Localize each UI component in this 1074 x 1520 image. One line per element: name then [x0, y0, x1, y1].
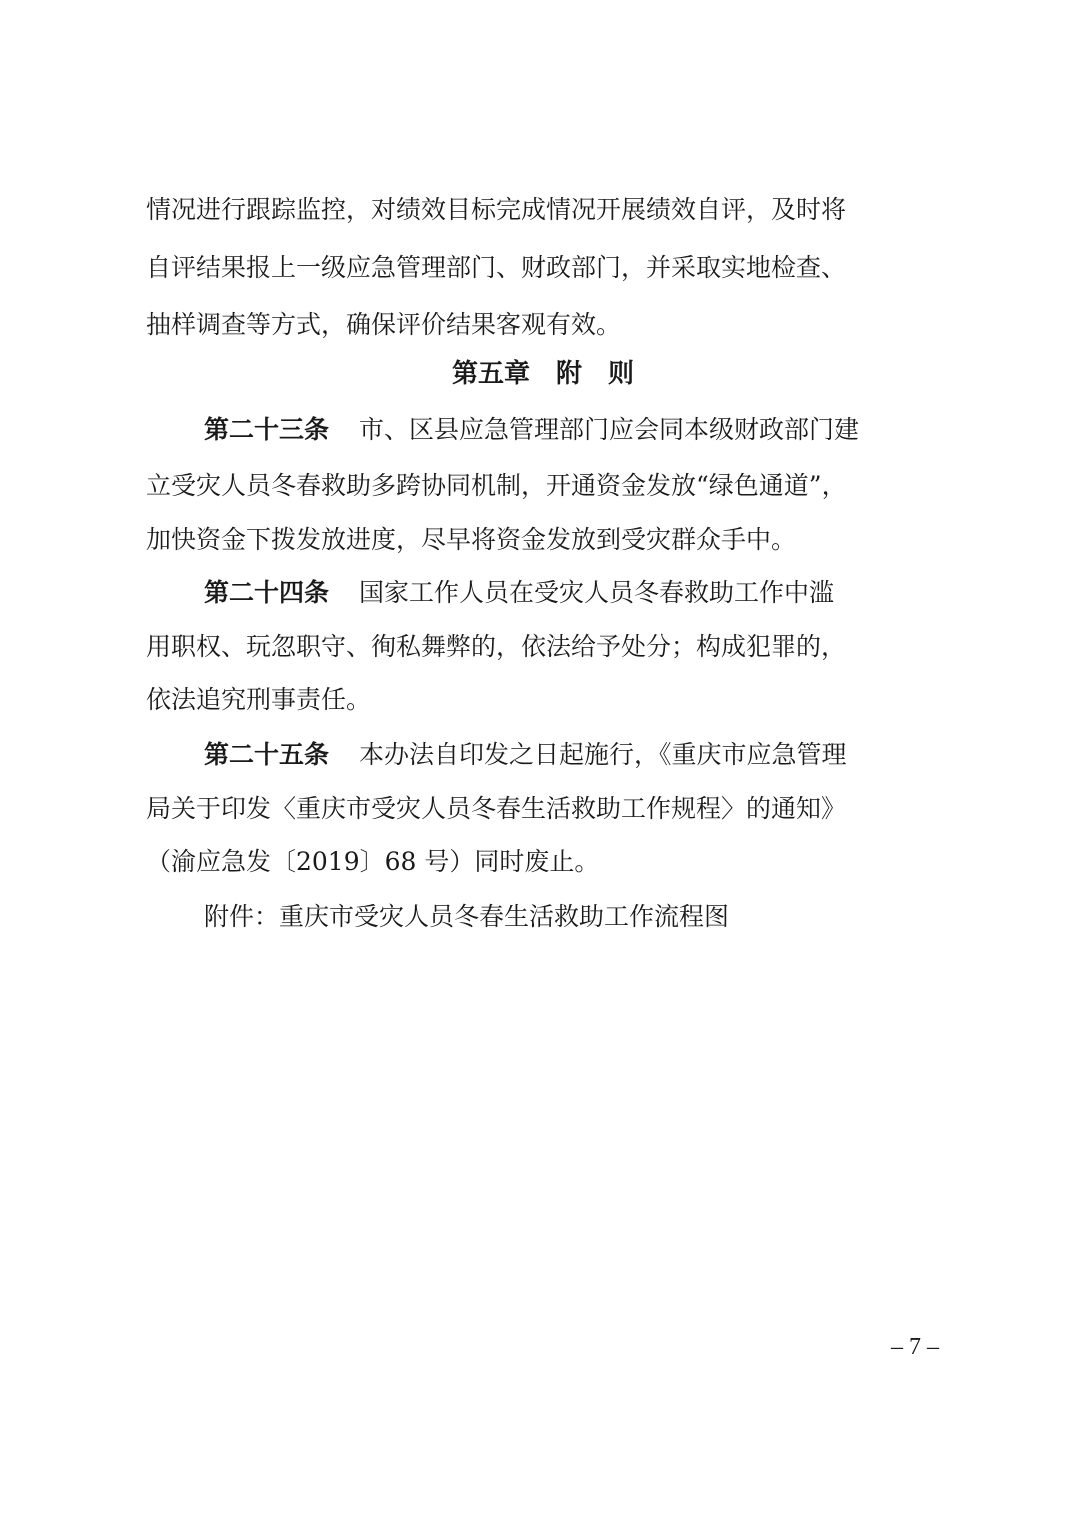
paragraph-line: 自评结果报上一级应急管理部门、财政部门，并采取实地检查、 [146, 253, 847, 282]
paragraph-line: 依法追究刑事责任。 [146, 685, 372, 714]
paragraph-line: 局关于印发〈重庆市受灾人员冬春生活救助工作规程〉的通知》 [146, 794, 847, 823]
paragraph-line: 抽样调查等方式，确保评价结果客观有效。 [146, 310, 622, 339]
paragraph-line: 立受灾人员冬春救助多跨协同机制，开通资金发放“绿色通道”， [146, 471, 847, 500]
article-24-title: 第二十四条 [204, 578, 330, 607]
paragraph-line: 加快资金下拨发放进度，尽早将资金发放到受灾群众手中。 [146, 525, 797, 554]
paragraph-line: 情况进行跟踪监控，对绩效目标完成情况开展绩效自评，及时将 [146, 195, 847, 224]
article-23-title: 第二十三条 [204, 415, 330, 444]
chapter-title: 第五章 附 则 [451, 359, 634, 389]
paragraph-line: 用职权、玩忽职守、徇私舞弊的，依法给予处分；构成犯罪的， [146, 632, 847, 661]
article-25-text: 本办法自印发之日起施行，《重庆市应急管理 [359, 740, 847, 769]
paragraph-line: （渝应急发〔2019〕68 号）同时废止。 [146, 847, 600, 876]
page-number: – 7 – [891, 1334, 939, 1360]
article-25-title: 第二十五条 [204, 740, 330, 769]
article-24-text: 国家工作人员在受灾人员冬春救助工作中滥 [359, 578, 835, 607]
article-23-text: 市、区县应急管理部门应会同本级财政部门建 [359, 415, 860, 444]
article-24-line [204, 573, 940, 613]
attachment-note: 附件：重庆市受灾人员冬春生活救助工作流程图 [204, 902, 730, 931]
article-25-line [204, 735, 940, 775]
article-23-line [204, 410, 940, 450]
